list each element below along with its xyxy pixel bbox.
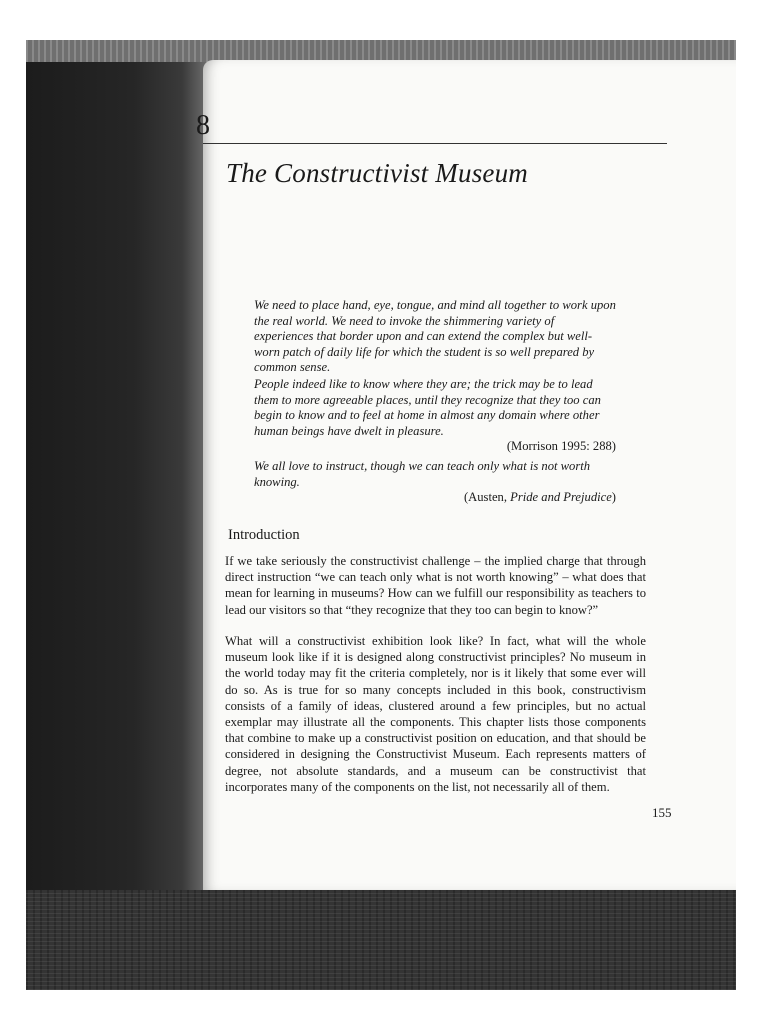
paragraph-text: If we take seriously the constructivist challenge – the implied charge that through direct instruction “we can teach only what is not worth knowing” – what does that mean for learning in museums? How can we fulfill our responsibility as teachers to lead our visitors so that “they recognize that they too can begin to know?” — [225, 554, 646, 617]
paragraph-text: What will a constructivist exhibition look like? In fact, what will the whole museum look like if it is designed along constructivist principles? No museum in the world today may fit the criteria completely, nor is it likely that some ever will do so. As is true for so many concepts included in this book, constructivism consists of a family of ideas, clustered around a few principles, but no actual exemplar may illustrate all the components. This chapter lists those components that combine to make up a constructivist position on education, and that should be considered in designing the Constructivist Museum. Each represents matters of degree, not absolute standards, and a museum can be constructivist that incorporates many of the components on the list, not necessarily all of them. — [225, 634, 646, 794]
epigraph — [254, 377, 616, 455]
epigraph-text: We need to place hand, eye, tongue, and mind all together to work upon the real world. We need to invoke the shimmering variety of experiences that border upon and can extend the complex but well-worn patch of daily life for which the student is so well prepared by common sense. — [254, 298, 616, 375]
epigraph-citation — [254, 490, 616, 506]
chapter-title: The Constructivist Museum — [226, 158, 528, 188]
chapter-rule — [203, 143, 667, 144]
citation-close: ) — [611, 490, 616, 505]
chapter-number: 8 — [196, 110, 210, 141]
section-heading: Introduction — [228, 527, 300, 543]
citation-work: Pride and Prejudice — [510, 490, 612, 505]
scan-bottom-edge — [26, 890, 736, 990]
epigraph — [254, 298, 616, 376]
epigraph-citation: (Morrison 1995: 288) — [506, 439, 616, 454]
epigraph-text: People indeed like to know where they are; the trick may be to lead them to more agreeable places, until they recognize that they too can begin to know and to feel at home in almost any domain where other human beings have dwelt in pleasure. — [254, 377, 601, 438]
scan-top-edge — [26, 40, 736, 62]
page-number: 155 — [652, 805, 672, 820]
epigraph-text: We all love to instruct, though we can teach only what is not worth knowing. — [254, 459, 591, 489]
citation-author: (Austen, — [463, 490, 511, 505]
book-gutter-shadow — [26, 62, 221, 892]
body-paragraph — [225, 633, 646, 795]
body-paragraph — [225, 553, 646, 618]
epigraph — [254, 459, 616, 506]
